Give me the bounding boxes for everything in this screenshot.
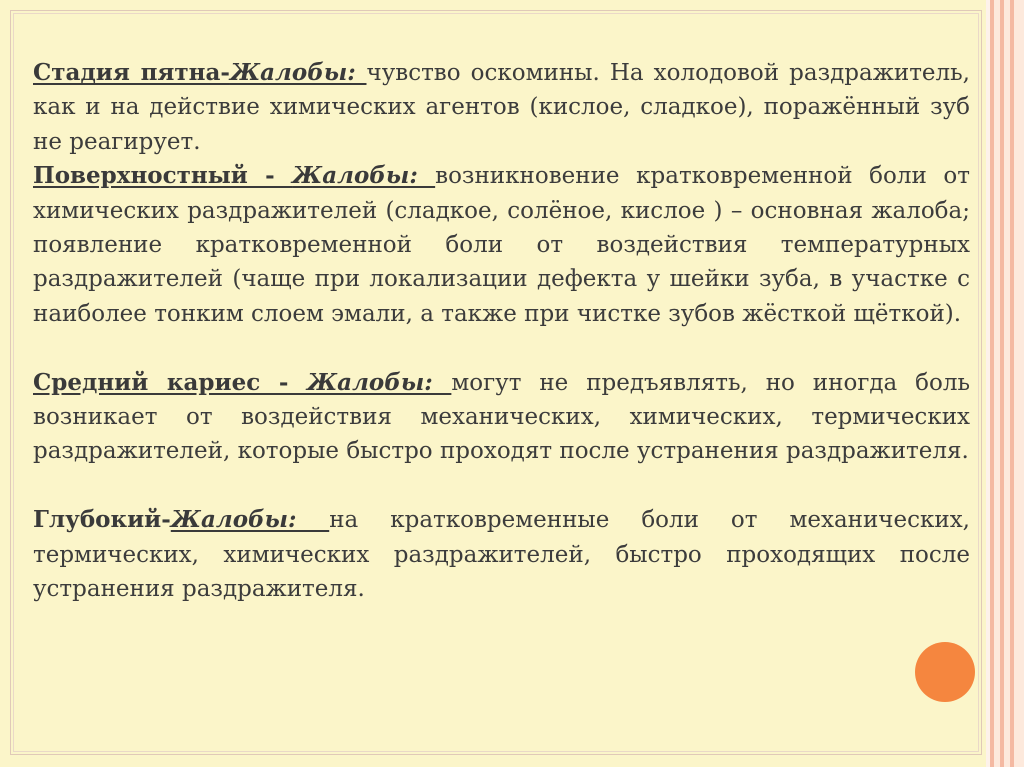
paragraph-spot-stage — [33, 56, 970, 159]
paragraph-body: на кратковременные боли от механических, термических, химических раздражителей, быстро проходящих после устранения раздражителя. — [33, 507, 970, 603]
decorative-side-stripes — [986, 0, 1024, 767]
paragraph-label: Стадия пятна-Жалобы: — [33, 59, 367, 86]
slide-text-body — [33, 56, 970, 606]
paragraph-deep — [33, 503, 970, 606]
paragraph-label: Поверхностный - Жалобы: — [33, 162, 436, 190]
paragraph-body: могут не предъявлять, но иногда боль возникает от воздействия механических, химических, термических раздражителей, которые быстро проходят после устранения раздражителя. — [33, 369, 970, 465]
paragraph-medium-caries — [33, 366, 970, 469]
paragraph-body: возникновение кратковременной боли от химических раздражителей (сладкое, солёное, кислое ) – основная жалоба; появление кратковременной боли от воздействия температурных раздражителей (чаще при локализации дефекта у шейки зуба, в участке с наиболее тонким слоем эмали, а также при чистке зубов жёсткой щёткой). — [33, 163, 970, 327]
paragraph-superficial — [33, 159, 970, 331]
paragraph-label: Средний кариес - Жалобы: — [33, 368, 452, 396]
paragraph-label: Глубокий-Жалобы: — [33, 506, 330, 534]
orange-circle-decoration — [915, 642, 975, 702]
paragraph-body: чувство оскомины. На холодовой раздражитель, как и на действие химических агентов (кислое, сладкое), поражённый зуб не реагирует. — [33, 60, 970, 155]
